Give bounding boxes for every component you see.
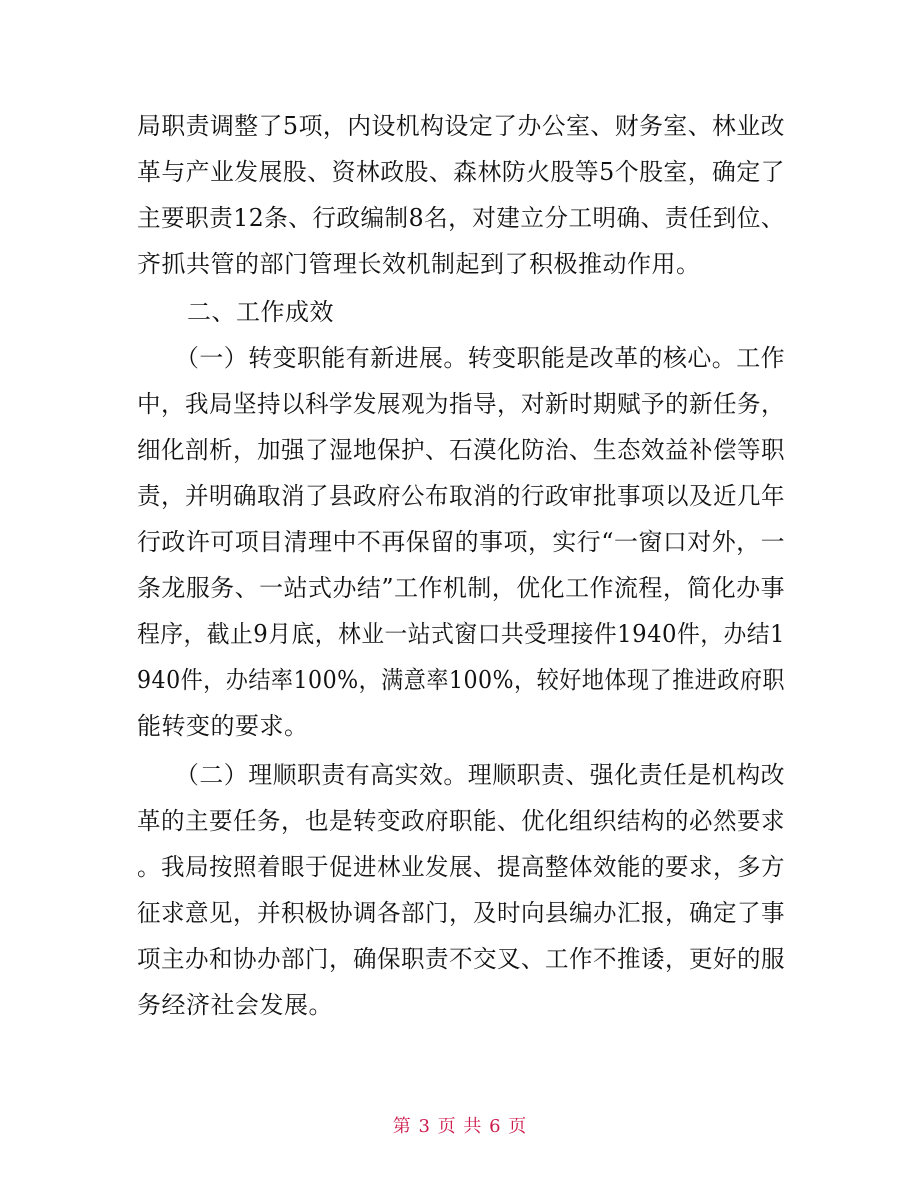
text-line-content: 程序，截止9月底，林业一站式窗口共受理接件1940件，办结1 xyxy=(137,620,786,648)
text-line xyxy=(0,844,920,890)
text-line-content: 。我局按照着眼于促进林业发展、提高整体效能的要求，多方 xyxy=(137,853,786,881)
text-line xyxy=(0,890,920,936)
text-line xyxy=(0,657,920,703)
text-line xyxy=(0,195,920,241)
text-line-content: 能转变的要求。 xyxy=(137,712,309,740)
text-line-content: 局职责调整了5项，内设机构设定了办公室、财务室、林业改 xyxy=(137,112,786,140)
text-line xyxy=(0,473,920,519)
text-line-content: 务经济社会发展。 xyxy=(137,991,333,1019)
text-line-content: （二）理顺职责有高实效。理顺职责、强化责任是机构改 xyxy=(175,761,785,789)
text-line-content: 项主办和协办部门，确保职责不交叉、工作不推诿，更好的服 xyxy=(137,945,786,973)
text-line-content: （一）转变职能有新进展。转变职能是改革的核心。工作 xyxy=(175,344,785,372)
text-line-content: 中，我局坚持以科学发展观为指导，对新时期赋予的新任务， xyxy=(137,390,786,418)
text-line xyxy=(0,936,920,982)
text-line xyxy=(0,611,920,657)
text-line-content: 条龙服务、一站式办结”工作机制，优化工作流程，简化办事 xyxy=(137,574,786,602)
text-line xyxy=(0,798,920,844)
text-line xyxy=(0,335,920,381)
text-line-content: 940件，办结率100%，满意率100%，较好地体现了推进政府职 xyxy=(137,666,785,694)
text-line xyxy=(0,103,920,149)
text-line-content: 革的主要任务，也是转变政府职能、优化组织结构的必然要求 xyxy=(137,807,786,835)
text-line xyxy=(0,703,920,749)
section-heading xyxy=(0,289,920,335)
page-number: 第 3 页 共 6 页 xyxy=(392,1116,528,1137)
text-line xyxy=(0,381,920,427)
text-line xyxy=(0,241,920,287)
text-line-content: 征求意见，并积极协调各部门，及时向县编办汇报，确定了事 xyxy=(137,899,786,927)
text-line-content: 责，并明确取消了县政府公布取消的行政审批事项以及近几年 xyxy=(137,482,786,510)
text-line-content: 革与产业发展股、资林政股、森林防火股等5个股室，确定了 xyxy=(137,158,786,186)
text-line-content: 行政许可项目清理中不再保留的事项，实行“一窗口对外，一 xyxy=(137,528,786,556)
text-line xyxy=(0,149,920,195)
section-heading-text: 二、工作成效 xyxy=(187,298,334,326)
text-line xyxy=(0,982,920,1028)
text-line xyxy=(0,752,920,798)
text-line xyxy=(0,519,920,565)
text-line-content: 齐抓共管的部门管理长效机制起到了积极推动作用。 xyxy=(137,250,701,278)
text-line xyxy=(0,565,920,611)
text-line-content: 细化剖析，加强了湿地保护、石漠化防治、生态效益补偿等职 xyxy=(137,436,786,464)
text-line-content: 主要职责12条、行政编制8名，对建立分工明确、责任到位、 xyxy=(137,204,786,232)
text-line xyxy=(0,427,920,473)
